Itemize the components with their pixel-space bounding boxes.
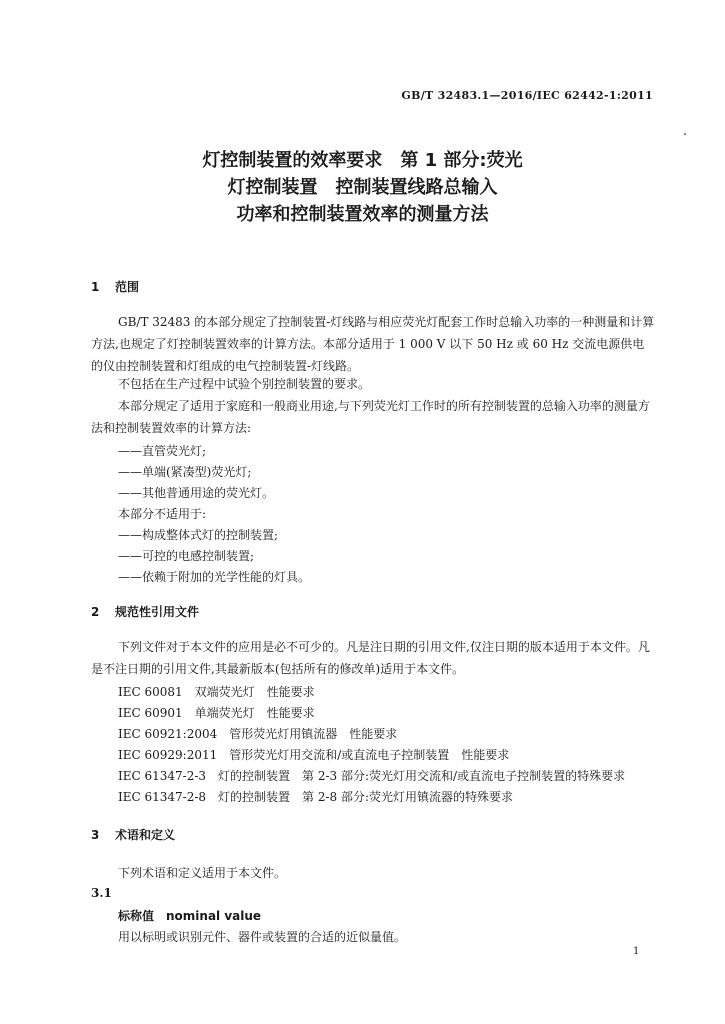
section-title: 规范性引用文件: [115, 605, 200, 619]
list-item: ——其他普通用途的荧光灯。: [118, 486, 275, 500]
reference-item: IEC 61347-2-8 灯的控制装置 第 2-8 部分:荧光灯用镇流器的特殊要求: [118, 790, 514, 804]
section-heading-scope: [91, 278, 139, 295]
reference-item: IEC 61347-2-3 灯的控制装置 第 2-3 部分:荧光灯用交流和/或直流电子控制装置的特殊要求: [118, 769, 626, 783]
paragraph: 下列术语和定义适用于本文件。: [118, 866, 287, 880]
list-item: ——单端(紧凑型)荧光灯;: [118, 465, 252, 479]
section-number: 3: [91, 828, 100, 842]
list-item: ——依赖于附加的光学性能的灯具。: [118, 570, 311, 584]
term-definition: 用以标明或识别元件、器件或装置的合适的近似量值。: [118, 930, 407, 944]
section-title: 范围: [115, 280, 140, 294]
title-line-2: 灯控制装置 控制装置线路总输入: [227, 177, 498, 198]
standard-number: GB/T 32483.1—2016/IEC 62442-1:2011: [401, 89, 653, 102]
reference-item: IEC 60081 双端荧光灯 性能要求: [118, 685, 315, 699]
title-line-3: 功率和控制装置效率的测量方法: [236, 204, 489, 225]
paragraph: 下列文件对于本文件的应用是必不可少的。凡是注日期的引用文件,仅注日期的版本适用于本文件。凡是不注日期的引用文件,其最新版本(包括所有的修改单)适用于本文件。: [91, 640, 650, 676]
document-title: [0, 147, 725, 228]
reference-item: IEC 60929:2011 管形荧光灯用交流和/或直流电子控制装置 性能要求: [118, 748, 510, 762]
reference-item: IEC 60901 单端荧光灯 性能要求: [118, 706, 315, 720]
paragraph: 本部分不适用于:: [118, 507, 207, 521]
page-number: 1: [633, 946, 640, 957]
list-item: ——构成整体式灯的控制装置;: [118, 528, 279, 542]
paragraph: 不包括在生产过程中试验个别控制装置的要求。: [118, 377, 371, 391]
paragraph: GB/T 32483 的本部分规定了控制装置-灯线路与相应荧光灯配套工作时总输入功率的一种测量和计算方法,也规定了灯控制装置效率的计算方法。本部分适用于 1 000 V 以下 50 Hz 或 60 Hz 交流电源供电的仪由控制装置和灯组成的电气控制装置-灯线路。: [91, 315, 655, 373]
section-heading-terms-definitions: [91, 826, 175, 843]
section-title: 术语和定义: [115, 828, 176, 842]
list-item: ——可控的电感控制装置;: [118, 549, 255, 563]
section-number: 2: [91, 605, 100, 619]
list-item: ——直管荧光灯;: [118, 444, 207, 458]
term-name: 标称值 nominal value: [118, 909, 262, 923]
title-line-1: 灯控制装置的效率要求 第 1 部分:荧光: [202, 150, 523, 171]
section-number: 1: [91, 280, 100, 294]
scan-mark: [684, 133, 686, 135]
reference-item: IEC 60921:2004 管形荧光灯用镇流器 性能要求: [118, 727, 398, 741]
paragraph: 本部分规定了适用于家庭和一般商业用途,与下列荧光灯工作时的所有控制装置的总输入功率的测量方法和控制装置效率的计算方法:: [91, 399, 650, 435]
term-number: 3.1: [91, 886, 112, 900]
section-heading-normative-references: [91, 603, 199, 620]
